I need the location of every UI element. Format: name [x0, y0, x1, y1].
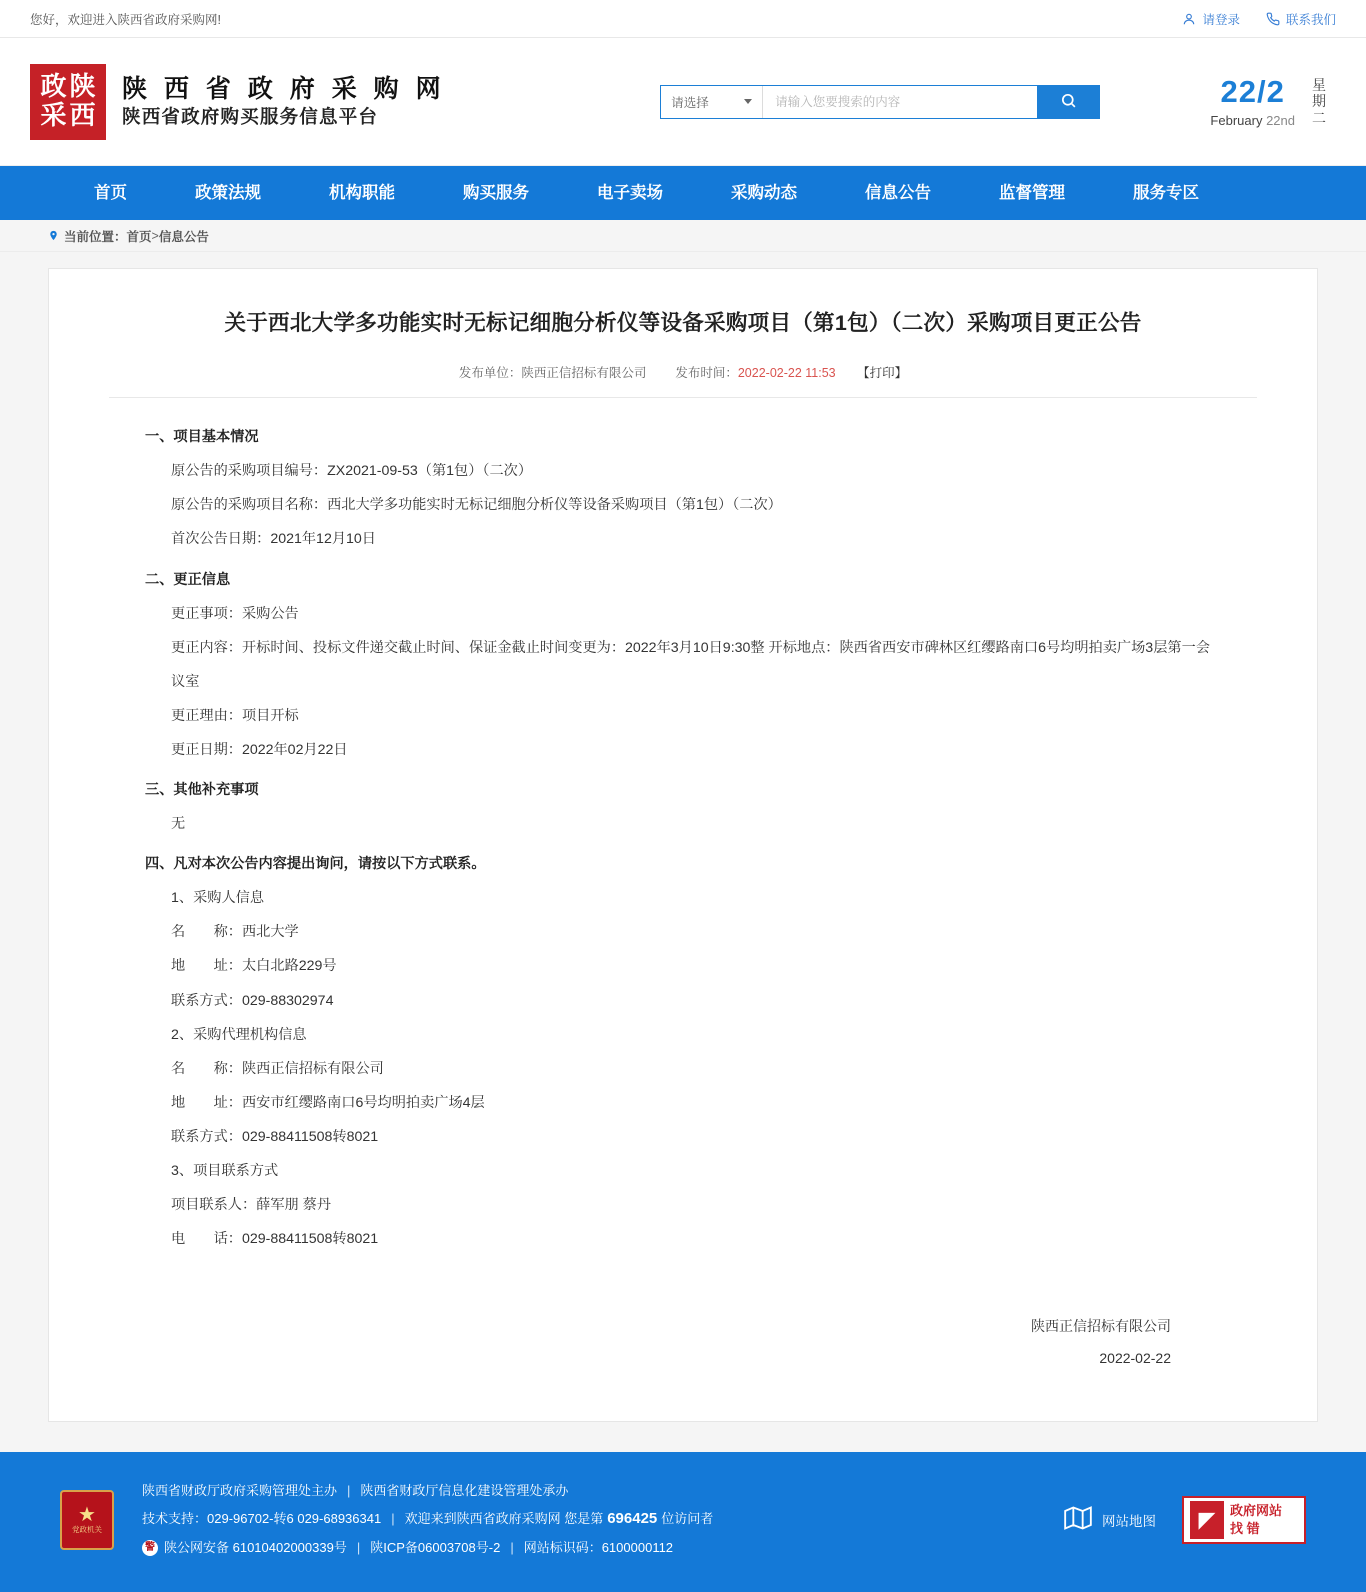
footer-right [1062, 1496, 1306, 1544]
section-4-line-11: 电 话：029-88411508转8021 [171, 1231, 379, 1248]
signature-company: 陕西正信招标有限公司 [1031, 1318, 1171, 1335]
date-day: 22 [1220, 73, 1258, 109]
nav-item-supervision[interactable]: 监督管理 [999, 184, 1065, 202]
logo-char-3: 采 [40, 101, 67, 131]
nav-item-emarket[interactable]: 电子卖场 [597, 184, 663, 202]
section-4-line-1: 1、采购人信息 [171, 890, 265, 907]
contact-link[interactable] [1266, 10, 1336, 28]
footer-visitor-label: 欢迎来到陕西省政府采购网 您是第 [404, 1511, 604, 1527]
nav-item-purchase-service[interactable]: 购买服务 [463, 184, 529, 202]
top-bar [0, 0, 1366, 38]
police-badge-icon: 警 [142, 1540, 158, 1556]
footer-police-record[interactable]: 陕公网安备 61010402000339号 [164, 1539, 347, 1555]
footer-site-code: 网站标识码：6100000112 [523, 1539, 674, 1555]
welcome-text: 您好，欢迎进入陕西省政府采购网! [30, 12, 221, 27]
footer-icp[interactable]: 陕ICP备06003708号-2 [370, 1539, 501, 1555]
nav-item-home[interactable]: 首页 [94, 184, 127, 202]
login-link[interactable] [1182, 10, 1240, 28]
breadcrumb-arrow: > [151, 228, 159, 243]
breadcrumb [0, 220, 1366, 252]
document-meta [109, 363, 1257, 398]
breadcrumb-label: 当前位置： [64, 229, 127, 244]
announcement-card [48, 268, 1318, 1422]
sitemap-link[interactable] [1062, 1504, 1156, 1535]
print-button[interactable]: 【打印】 [857, 366, 908, 381]
section-4-line-4: 联系方式：029-88302974 [171, 992, 334, 1009]
publisher-value: 陕西正信招标有限公司 [521, 366, 647, 381]
site-header [0, 38, 1366, 166]
section-4-line-9: 3、项目联系方式 [171, 1162, 279, 1179]
section-heading-3: 三、其他补充事项 [145, 782, 259, 799]
search-input[interactable] [763, 86, 1037, 118]
publish-time-label: 发布时间： [675, 366, 738, 381]
section-4-line-6: 名 称：陕西正信招标有限公司 [171, 1060, 384, 1077]
top-bar-actions [1182, 10, 1336, 28]
search-box [660, 85, 1100, 119]
section-heading-2: 二、更正信息 [145, 571, 231, 588]
logo-char-2: 陕 [69, 72, 96, 102]
sitemap-label: 网站地图 [1102, 1513, 1156, 1529]
publisher-label: 发布单位： [458, 366, 522, 381]
footer-visitor-suffix: 位访问者 [661, 1511, 714, 1527]
site-footer [0, 1452, 1366, 1592]
section-2-line-2: 更正内容：开标时间、投标文件递交截止时间、保证金截止时间变更为：2022年3月10日9:30整 开标地点：陕西省西安市碑林区红缨路南口6号均明拍卖广场3层第一会议室 [171, 639, 1210, 690]
gov-emblem [60, 1490, 114, 1550]
emblem-label: 党政机关 [72, 1525, 102, 1535]
section-1-line-1: 原公告的采购项目编号：ZX2021-09-53（第1包）（二次） [171, 463, 533, 480]
star-icon: ★ [78, 1504, 96, 1527]
search-area [550, 85, 1210, 119]
section-3-line-1: 无 [171, 816, 186, 833]
gov-website-error-badge[interactable] [1182, 1496, 1306, 1544]
footer-operator: 陕西省财政厅信息化建设管理处承办 [360, 1482, 569, 1498]
section-2-line-4: 更正日期：2022年02月22日 [171, 741, 348, 758]
site-logo[interactable] [30, 64, 550, 140]
nav-item-news[interactable]: 采购动态 [731, 184, 797, 202]
logo-text [122, 73, 446, 130]
document-signature [145, 1310, 1221, 1374]
document-body [109, 398, 1257, 1374]
search-button[interactable] [1037, 86, 1099, 118]
login-label: 请登录 [1202, 12, 1240, 27]
section-4-line-10: 项目联系人：薛军朋 蔡丹 [171, 1196, 332, 1213]
section-heading-1: 一、项目基本情况 [145, 429, 259, 446]
section-4-line-8: 联系方式：029-88411508转8021 [171, 1128, 379, 1145]
breadcrumb-current[interactable]: 信息公告 [158, 229, 209, 244]
phone-icon [1266, 12, 1280, 26]
nav-item-announcements[interactable]: 信息公告 [865, 184, 931, 202]
location-pin-icon [48, 229, 59, 242]
user-icon [1182, 12, 1196, 26]
publish-time-value: 2022-02-22 11:53 [737, 366, 836, 381]
logo-char-4: 西 [69, 101, 96, 131]
section-2-line-1: 更正事项：采购公告 [171, 605, 299, 622]
signature-date: 2022-02-22 [1099, 1350, 1171, 1367]
footer-visitor-count: 696425 [607, 1510, 658, 1528]
search-icon [1060, 92, 1077, 112]
content-area [0, 252, 1366, 1452]
footer-text: 陕西省财政厅政府采购管理处主办 | 陕西省财政厅信息化建设管理处承办 技术支持：029-96702-转6 029-68936341 | 欢迎来到陕西省政府采购网 您是第 696425 位访问者 警 陕公网安备 61010402000339号 | 陕ICP备06003708号-2 | 网站标识码：6100000112 [142, 1478, 1034, 1562]
date-separator: / [1257, 73, 1267, 109]
site-subtitle: 陕西省政府购买服务信息平台 [122, 106, 379, 128]
section-1-line-2: 原公告的采购项目名称：西北大学多功能实时无标记细胞分析仪等设备采购项目（第1包）（二次） [171, 497, 782, 514]
gov-badge-line2: 找 错 [1230, 1520, 1260, 1536]
main-nav [0, 166, 1366, 220]
map-icon [1062, 1504, 1094, 1535]
page-title: 关于西北大学多功能实时无标记细胞分析仪等设备采购项目（第1包）（二次）采购项目更正公告 [224, 311, 1142, 335]
section-heading-4: 四、凡对本次公告内容提出询问，请按以下方式联系。 [145, 856, 486, 873]
section-4-line-2: 名 称：西北大学 [171, 924, 299, 941]
gov-badge-line1: 政府网站 [1230, 1502, 1283, 1518]
date-numbers [1210, 73, 1295, 128]
date-widget [1210, 73, 1336, 128]
logo-char-1: 政 [40, 72, 67, 102]
date-month-num: 2 [1266, 73, 1285, 109]
footer-support: 技术支持：029-96702-转6 029-68936341 [142, 1511, 382, 1527]
section-2-line-3: 更正理由：项目开标 [171, 707, 299, 724]
search-category-label: 请选择 [671, 95, 709, 110]
footer-host: 陕西省财政厅政府采购管理处主办 [142, 1482, 338, 1498]
nav-item-functions[interactable]: 机构职能 [329, 184, 395, 202]
search-category-select[interactable] [661, 86, 763, 118]
section-4-line-7: 地 址：西安市红缨路南口6号均明拍卖广场4层 [171, 1094, 485, 1111]
section-1-line-3: 首次公告日期：2021年12月10日 [171, 531, 376, 548]
section-4-line-5: 2、采购代理机构信息 [171, 1026, 307, 1043]
date-month-name: February [1210, 112, 1263, 128]
site-title: 陕 西 省 政 府 采 购 网 [122, 74, 446, 103]
megaphone-icon: ◤ [1190, 1501, 1224, 1539]
date-ordinal: 22nd [1266, 112, 1295, 128]
nav-item-service-zone[interactable]: 服务专区 [1133, 184, 1199, 202]
breadcrumb-home[interactable]: 首页 [126, 229, 152, 244]
nav-item-policy[interactable]: 政策法规 [195, 184, 261, 202]
contact-label: 联系我们 [1285, 12, 1336, 27]
chevron-down-icon [744, 99, 752, 104]
logo-mark [30, 64, 106, 140]
date-weekday: 星 期 二 [1312, 77, 1326, 126]
section-4-line-3: 地 址：太白北路229号 [171, 958, 337, 975]
